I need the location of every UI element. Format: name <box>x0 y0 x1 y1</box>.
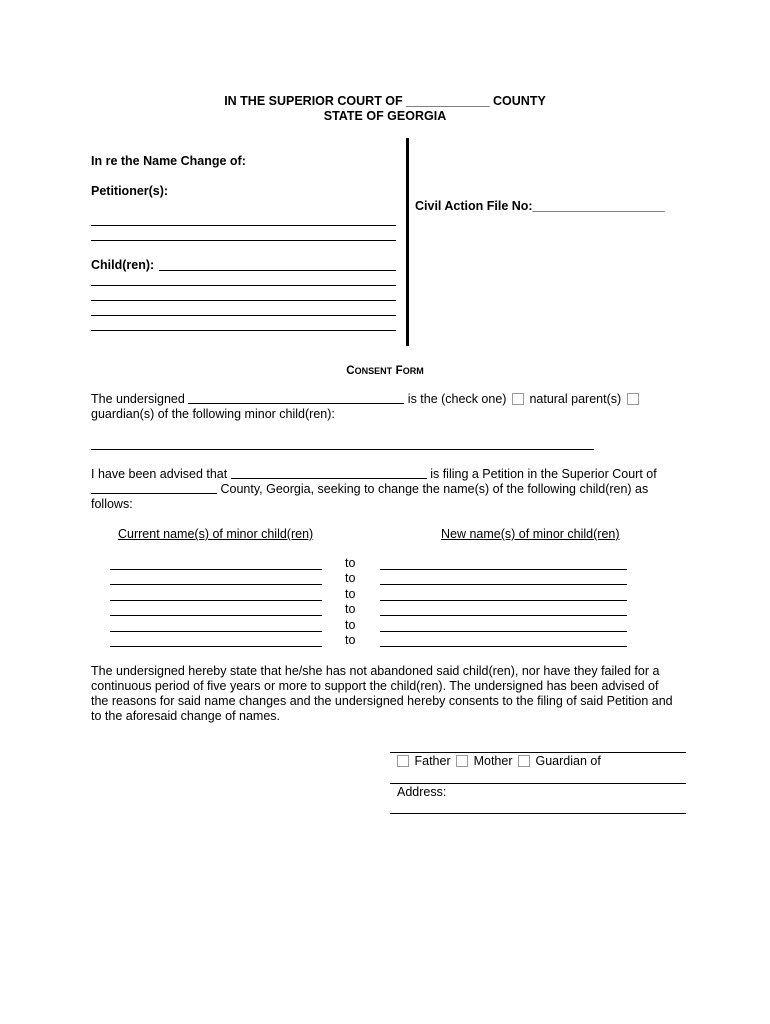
signature-line[interactable] <box>390 752 686 753</box>
children-line-2[interactable] <box>91 285 396 286</box>
county-line[interactable] <box>91 482 217 494</box>
para2-line1 <box>91 467 657 481</box>
natural-parent-checkbox[interactable] <box>512 393 524 405</box>
children-line-1[interactable] <box>159 270 396 271</box>
para3-line1: The undersigned hereby state that he/she has not abandoned said child(ren), nor have they failed for a <box>91 664 660 678</box>
new-name-line[interactable] <box>380 646 627 647</box>
current-name-line[interactable] <box>110 569 322 570</box>
current-name-line[interactable] <box>110 615 322 616</box>
in-re-label: In re the Name Change of: <box>91 154 246 168</box>
undersigned-name-line[interactable] <box>188 392 404 404</box>
current-names-header: Current name(s) of minor child(ren) <box>118 527 314 541</box>
para2-county-text: County, Georgia, seeking to change the name(s) of the following child(ren) as <box>220 482 649 496</box>
petitioner-name-line[interactable] <box>231 467 427 479</box>
father-label: Father <box>414 754 451 768</box>
to-label: to <box>345 602 356 617</box>
title-c: C <box>346 365 355 377</box>
new-name-line[interactable] <box>380 615 627 616</box>
new-names-header: New name(s) of minor child(ren) <box>441 527 620 541</box>
caption-divider <box>406 138 409 346</box>
consent-form-title <box>0 363 770 377</box>
new-name-line[interactable] <box>380 600 627 601</box>
address-label: Address: <box>397 785 447 799</box>
state-heading: STATE OF GEORGIA <box>323 109 447 123</box>
children-line-3[interactable] <box>91 300 396 301</box>
relationship-line[interactable] <box>390 783 686 784</box>
para1-line2: guardian(s) of the following minor child(ren): <box>91 407 335 421</box>
to-label: to <box>345 571 356 586</box>
natural-parent-label: natural parent(s) <box>529 392 622 406</box>
para2-advised-text: I have been advised that <box>91 467 228 481</box>
para1-line1 <box>91 392 651 406</box>
title-onsent: ONSENT <box>354 366 393 376</box>
guardian-of-checkbox[interactable] <box>518 755 530 767</box>
current-name-line[interactable] <box>110 631 322 632</box>
guardian-of-label: Guardian of <box>535 754 601 768</box>
para2-filing-text: is filing a Petition in the Superior Court of <box>430 467 657 481</box>
current-name-line[interactable] <box>110 646 322 647</box>
guardian-checkbox[interactable] <box>627 393 639 405</box>
to-label: to <box>345 556 356 570</box>
to-label: to <box>345 586 356 601</box>
new-name-line[interactable] <box>380 584 627 585</box>
current-name-line[interactable] <box>110 600 322 601</box>
title-orm: ORM <box>402 366 424 376</box>
current-name-line[interactable] <box>110 584 322 585</box>
civil-action-file-no[interactable]: Civil Action File No:___________________ <box>415 199 665 213</box>
children-label: Child(ren): <box>91 258 155 272</box>
court-heading: IN THE SUPERIOR COURT OF ____________ COUNTY <box>224 94 546 108</box>
petitioner-line-2[interactable] <box>91 240 396 241</box>
mother-label: Mother <box>473 754 513 768</box>
para2-line3: follows: <box>91 497 133 511</box>
para3-line2: continuous period of five years or more to support the child(ren). The undersigned has been advised of <box>91 679 659 693</box>
new-name-line[interactable] <box>380 631 627 632</box>
petitioner-line-1[interactable] <box>91 225 396 226</box>
para3-line3: the reasons for said name changes and the undersigned hereby consents to the filing of said Petition and <box>91 694 673 708</box>
minor-children-line[interactable] <box>91 449 594 450</box>
father-checkbox[interactable] <box>397 755 409 767</box>
para2-line2 <box>91 482 648 496</box>
children-line-4[interactable] <box>91 315 396 316</box>
children-line-5[interactable] <box>91 330 396 331</box>
para1-undersigned-text: The undersigned <box>91 392 185 406</box>
new-name-line[interactable] <box>380 569 627 570</box>
to-label: to <box>345 633 356 647</box>
para1-check-one-text: is the (check one) <box>407 392 507 406</box>
mother-checkbox[interactable] <box>456 755 468 767</box>
to-label: to <box>345 617 356 632</box>
para3-line4: to the aforesaid change of names. <box>91 709 281 723</box>
petitioners-label: Petitioner(s): <box>91 184 169 198</box>
relationship-options <box>397 754 601 768</box>
address-line[interactable] <box>390 813 686 814</box>
title-f: F <box>395 365 403 377</box>
